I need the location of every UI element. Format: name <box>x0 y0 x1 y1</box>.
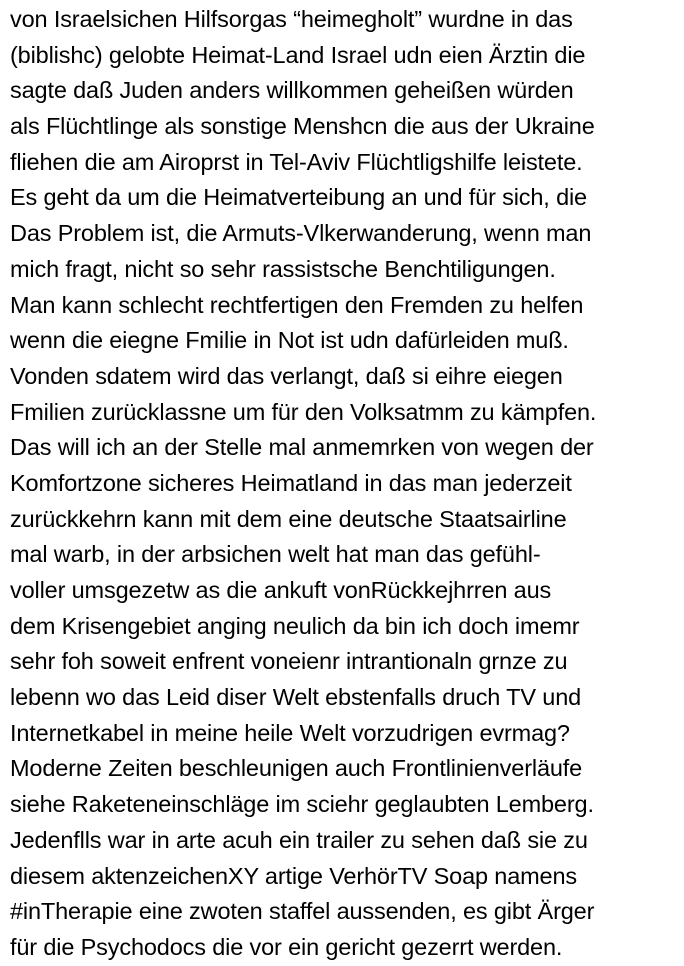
text-line-3: sagte daß Juden anders willkommen geheißen würden <box>10 77 574 104</box>
text-line-13: Das will ich an der Stelle mal anmemrken von wegen der <box>10 434 594 461</box>
text-line-24: Jedenflls war in arte acuh ein trailer zu sehen daß sie zu <box>10 826 588 853</box>
text-line-21: Internetkabel in meine heile Welt vorzudrigen evrmag? <box>10 719 570 746</box>
text-line-20: lebenn wo das Leid diser Welt ebstenfalls druch TV und <box>10 684 582 711</box>
text-line-14: Komfortzone sicheres Heimatland in das man jederzeit <box>10 469 572 496</box>
body-text <box>10 2 680 966</box>
text-line-23: siehe Raketeneinschläge im sciehr geglaubten Lemberg. <box>10 791 594 818</box>
text-line-2: (biblishc) gelobte Heimat-Land Israel udn eien Ärztin die <box>10 41 586 68</box>
text-line-17: voller umsgezetw as die ankuft vonRückkejhrren aus <box>10 577 552 603</box>
text-line-5: fliehen die am Airoprst in Tel-Aviv Flüchtligshilfe leistete. <box>10 148 583 175</box>
text-line-9: Man kann schlecht rechtfertigen den Fremden zu helfen <box>10 291 584 318</box>
text-line-6: Es geht da um die Heimatverteibung an und für sich, die <box>10 184 587 211</box>
text-line-7: Das Problem ist, die Armuts-Vlkerwanderung, wenn man <box>10 220 592 247</box>
text-line-8: mich fragt, nicht so sehr rassistsche Benchtiligungen. <box>10 255 556 282</box>
text-line-12: Fmilien zurücklassne um für den Volksatmm zu kämpfen. <box>10 398 597 425</box>
text-line-1: von Israelsichen Hilfsorgas “heimegholt” wurdne in das <box>10 6 573 32</box>
text-line-25: diesem aktenzeichenXY artige VerhörTV Soap namens <box>10 862 578 889</box>
text-line-16: mal warb, in der arbsichen welt hat man das gefühl- <box>10 541 541 568</box>
text-line-27: für die Psychodocs die vor ein gericht gezerrt werden. <box>10 933 563 960</box>
text-line-19: sehr foh soweit enfrent voneienr intrantionaln grnze zu <box>10 648 568 675</box>
text-line-22: Moderne Zeiten beschleunigen auch Frontlinienverläufe <box>10 755 583 782</box>
text-line-18: dem Krisengebiet anging neulich da bin ich doch imemr <box>10 612 580 639</box>
text-line-26: #inTherapie eine zwoten staffel aussenden, es gibt Ärger <box>10 898 595 925</box>
text-line-15: zurückkehrn kann mit dem eine deutsche Staatsairline <box>10 505 567 532</box>
text-line-10: wenn die eiegne Fmilie in Not ist udn dafürleiden muß. <box>10 327 569 354</box>
text-line-11: Vonden sdatem wird das verlangt, daß si eihre eiegen <box>10 362 563 389</box>
text-line-4: als Flüchtlinge als sonstige Menshcn die aus der Ukraine <box>10 113 595 140</box>
